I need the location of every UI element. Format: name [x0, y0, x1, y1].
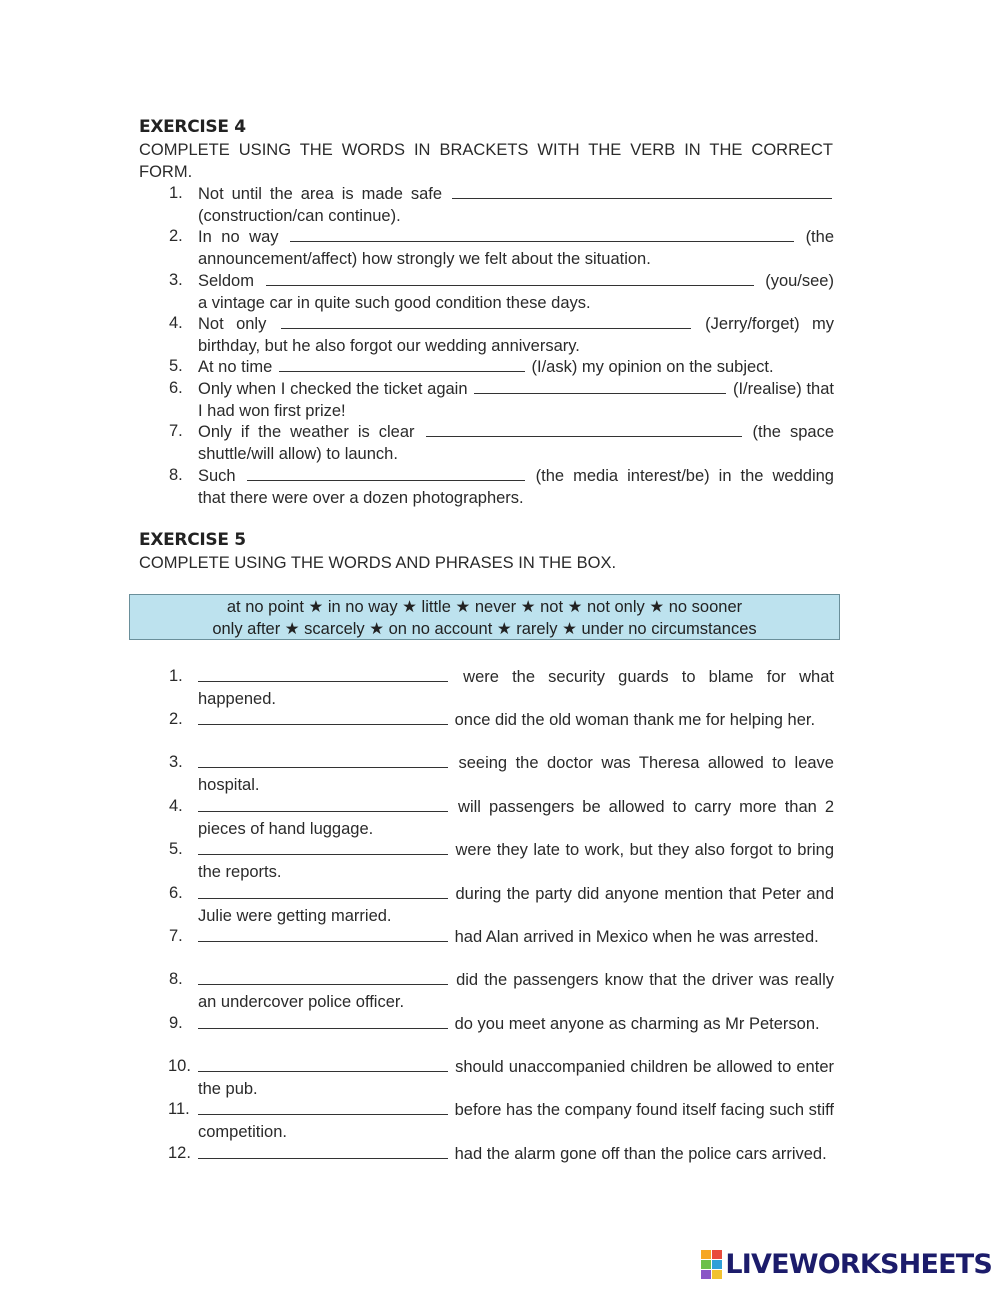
- list-item: [139, 666, 839, 710]
- item-text: Only when I checked the ticket again: [198, 380, 468, 398]
- answer-blank[interactable]: [198, 883, 448, 899]
- item-text: were they late to work, but they also forgot to bring the reports.: [198, 841, 834, 881]
- item-text: (the space shuttle/will allow) to launch.: [198, 423, 835, 463]
- item-number: 1.: [169, 667, 183, 685]
- list-item: [139, 1099, 839, 1143]
- item-text: should unaccompanied children be allowed to enter the pub.: [198, 1058, 834, 1098]
- item-number: 8.: [169, 970, 183, 988]
- item-text: (I/ask) my opinion on the subject.: [531, 358, 774, 376]
- answer-blank[interactable]: [198, 1143, 448, 1159]
- item-number: 5.: [169, 357, 183, 375]
- item-number: 12.: [168, 1144, 191, 1162]
- answer-blank[interactable]: [198, 839, 448, 855]
- item-number: 6.: [169, 884, 183, 902]
- item-text: will passengers be allowed to carry more than 2 pieces of hand luggage.: [198, 798, 834, 838]
- item-number: 10.: [168, 1057, 191, 1075]
- item-text: once did the old woman thank me for helping her.: [454, 711, 816, 729]
- item-text: Not only: [198, 315, 267, 333]
- answer-blank[interactable]: [474, 378, 726, 394]
- answer-blank[interactable]: [198, 926, 448, 942]
- exercise-5-instruction: COMPLETE USING THE WORDS AND PHRASES IN THE BOX.: [139, 554, 617, 572]
- item-number: 5.: [169, 840, 183, 858]
- item-text: Not until the area is made safe: [198, 185, 443, 203]
- item-text: do you meet anyone as charming as Mr Peterson.: [454, 1015, 820, 1033]
- answer-blank[interactable]: [279, 356, 525, 372]
- item-number: 3.: [169, 753, 183, 771]
- item-text: had Alan arrived in Mexico when he was arrested.: [454, 928, 819, 946]
- answer-blank[interactable]: [281, 313, 691, 329]
- liveworksheets-logo: [701, 1249, 992, 1279]
- item-text: (I/realise) that I had won first prize!: [198, 380, 834, 420]
- list-item: [139, 1143, 839, 1166]
- item-text: during the party did anyone mention that Peter and Julie were getting married.: [198, 885, 834, 925]
- item-number: 4.: [169, 797, 183, 815]
- item-text: were the security guards to blame for what happened.: [198, 668, 834, 708]
- list-item: [139, 839, 839, 883]
- answer-blank[interactable]: [452, 183, 832, 199]
- list-item: [139, 926, 839, 949]
- item-number: 1.: [169, 184, 183, 202]
- list-item: [139, 709, 839, 732]
- item-text: (you/see) a vintage car in quite such good condition these days.: [198, 272, 834, 312]
- item-text: did the passengers know that the driver was really an undercover police officer.: [198, 971, 834, 1011]
- liveworksheets-logo-icon: [701, 1250, 722, 1279]
- word-box-line: only after ★ scarcely ★ on no account ★ rarely ★ under no circumstances: [212, 620, 757, 638]
- item-number: 6.: [169, 379, 183, 397]
- item-number: 4.: [169, 314, 183, 332]
- item-number: 2.: [169, 710, 183, 728]
- item-text: (the media interest/be) in the wedding that there were over a dozen photographers.: [198, 467, 834, 507]
- item-number: 2.: [169, 227, 183, 245]
- word-box: [129, 594, 840, 640]
- logo-text: LIVEWORKSHEETS: [725, 1248, 992, 1280]
- answer-blank[interactable]: [198, 796, 448, 812]
- answer-blank[interactable]: [198, 666, 448, 682]
- item-text: Such: [198, 467, 236, 485]
- item-number: 9.: [169, 1014, 183, 1032]
- answer-blank[interactable]: [198, 1013, 448, 1029]
- item-text: (the announcement/affect) how strongly we felt about the situation.: [198, 228, 834, 268]
- exercise-4-title: EXERCISE 4: [139, 117, 246, 137]
- word-box-line: at no point ★ in no way ★ little ★ never ★ not ★ not only ★ no sooner: [226, 598, 743, 616]
- exercise-4-instruction: COMPLETE USING THE WORDS IN BRACKETS WITH THE VERB IN THE CORRECT FORM.: [139, 141, 833, 181]
- item-text: Seldom: [198, 272, 254, 290]
- list-item: [139, 270, 839, 314]
- list-item: [139, 883, 839, 927]
- list-item: [139, 752, 839, 796]
- item-text: before has the company found itself facing such stiff competition.: [198, 1101, 835, 1141]
- list-item: [139, 378, 839, 422]
- list-item: [139, 796, 839, 840]
- item-number: 3.: [169, 271, 183, 289]
- list-item: [139, 1013, 839, 1036]
- list-item: [139, 313, 839, 357]
- item-text: had the alarm gone off than the police cars arrived.: [454, 1145, 827, 1163]
- item-number: 8.: [169, 466, 183, 484]
- answer-blank[interactable]: [266, 270, 754, 286]
- item-text: In no way: [198, 228, 279, 246]
- item-number: 7.: [169, 422, 183, 440]
- answer-blank[interactable]: [198, 752, 448, 768]
- answer-blank[interactable]: [198, 969, 448, 985]
- exercise-5-title: EXERCISE 5: [139, 530, 246, 550]
- list-item: [139, 183, 839, 227]
- answer-blank[interactable]: [198, 1056, 448, 1072]
- item-number: 11.: [168, 1100, 190, 1118]
- list-item: [139, 356, 839, 379]
- answer-blank[interactable]: [198, 709, 448, 725]
- item-text: Only if the weather is clear: [198, 423, 415, 441]
- answer-blank[interactable]: [290, 226, 794, 242]
- answer-blank[interactable]: [426, 421, 742, 437]
- answer-blank[interactable]: [247, 465, 525, 481]
- list-item: [139, 421, 839, 465]
- item-text: (Jerry/forget) my birthday, but he also forgot our wedding anniversary.: [198, 315, 834, 355]
- answer-blank[interactable]: [198, 1099, 448, 1115]
- item-text: At no time: [198, 358, 273, 376]
- list-item: [139, 226, 839, 270]
- list-item: [139, 1056, 839, 1100]
- item-text: seeing the doctor was Theresa allowed to leave hospital.: [198, 754, 834, 794]
- list-item: [139, 465, 839, 509]
- item-number: 7.: [169, 927, 183, 945]
- list-item: [139, 969, 839, 1013]
- item-text: (construction/can continue).: [198, 206, 401, 225]
